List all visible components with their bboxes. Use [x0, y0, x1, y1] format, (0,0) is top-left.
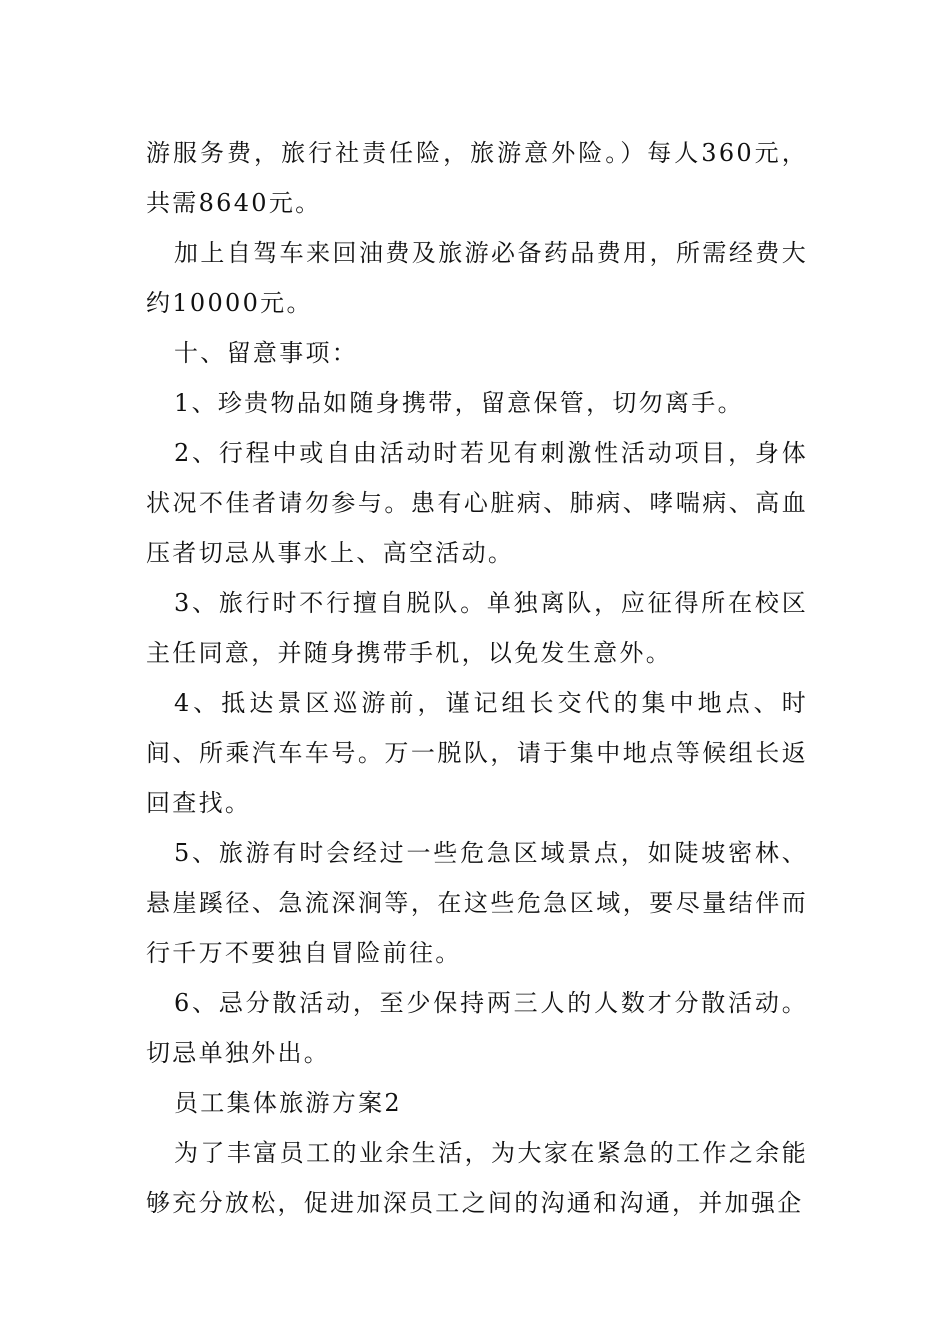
- note-item-3: 3、旅行时不行擅自脱队。单独离队，应征得所在校区主任同意，并随身携带手机，以免发生意外。: [146, 589, 808, 667]
- note-item-6: 6、忌分散活动，至少保持两三人的人数才分散活动。切忌单独外出。: [146, 989, 808, 1067]
- note-item-5: 5、旅游有时会经过一些危急区域景点，如陡坡密林、悬崖蹊径、急流深涧等，在这些危急区域，要尽量结伴而行千万不要独自冒险前往。: [146, 839, 808, 967]
- section-heading-notes: 十、留意事项：: [174, 339, 359, 367]
- note-item-4: 4、抵达景区巡游前，谨记组长交代的集中地点、时间、所乘汽车车号。万一脱队，请于集中地点等候组长返回查找。: [146, 689, 808, 817]
- paragraph-fee-detail: 游服务费，旅行社责任险，旅游意外险。）每人360元，共需8640元。: [146, 139, 808, 217]
- document-body: [146, 128, 808, 1228]
- paragraph-total-budget: 加上自驾车来回油费及旅游必备药品费用，所需经费大约10000元。: [146, 239, 808, 317]
- note-item-1: 1、珍贵物品如随身携带，留意保管，切勿离手。: [174, 389, 744, 417]
- section-heading-plan-2: 员工集体旅游方案2: [174, 1089, 402, 1117]
- paragraph-plan-2-intro: 为了丰富员工的业余生活，为大家在紧急的工作之余能够充分放松，促进加深员工之间的沟通和沟通，并加强企: [146, 1139, 808, 1217]
- note-item-2: 2、行程中或自由活动时若见有刺激性活动项目，身体状况不佳者请勿参与。患有心脏病、肺病、哮喘病、高血压者切忌从事水上、高空活动。: [146, 439, 808, 567]
